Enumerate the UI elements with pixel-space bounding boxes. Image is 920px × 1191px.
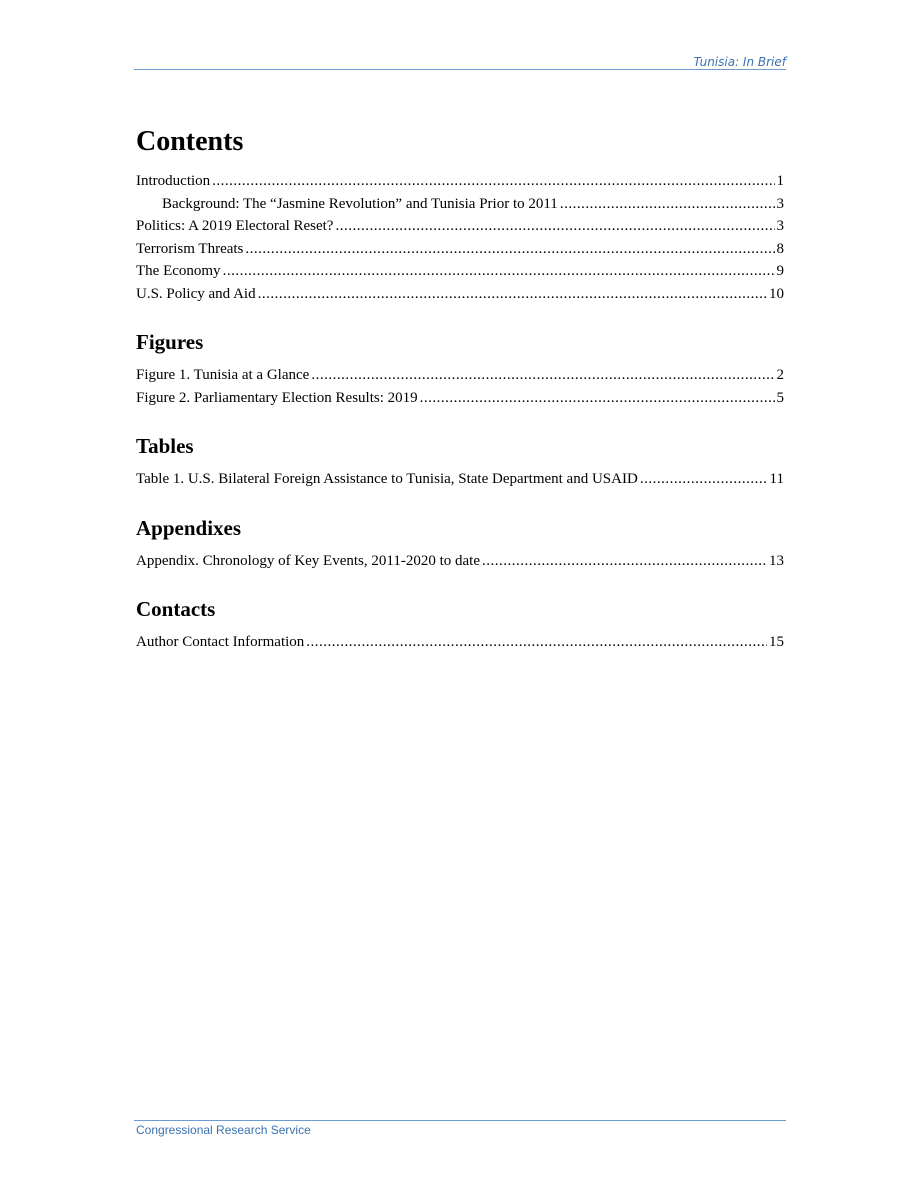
toc-entry-figure-2[interactable] [136, 387, 784, 410]
toc-entry-page: 15 [769, 634, 784, 650]
figures-section [136, 329, 784, 409]
toc-entry-label: The Economy [136, 263, 221, 279]
running-header-title: Tunisia: In Brief [693, 55, 786, 69]
toc-entry-label: Politics: A 2019 Electoral Reset? [136, 218, 334, 234]
contents-heading: Contents [136, 126, 244, 157]
dot-leader [640, 468, 768, 491]
toc-entry-page: 3 [776, 195, 784, 212]
toc-entry-page: 2 [776, 367, 784, 383]
toc-entry-label: Terrorism Threats [136, 240, 244, 257]
tables-heading: Tables [136, 434, 194, 458]
toc-entry-politics[interactable] [136, 215, 784, 238]
toc-entry-introduction[interactable] [136, 170, 784, 193]
toc-entry-label: Background: The “Jasmine Revolution” and Tunisia Prior to 2011 [162, 195, 558, 212]
dot-leader [560, 193, 775, 216]
contents-section [136, 126, 784, 305]
toc-entry-table-1[interactable] [136, 468, 784, 491]
toc-entry-background[interactable] [136, 193, 784, 216]
toc-entry-us-policy[interactable] [136, 283, 784, 306]
dot-leader [258, 283, 767, 306]
toc-entry-author-contact[interactable] [136, 631, 784, 654]
dot-leader [335, 215, 774, 238]
toc-entry-label: U.S. Policy and Aid [136, 285, 256, 302]
toc-entry-page: 3 [776, 218, 784, 234]
toc-entry-page: 9 [776, 263, 784, 279]
footer-organization: Congressional Research Service [136, 1123, 311, 1137]
toc-entry-page: 10 [769, 285, 784, 302]
toc-entry-page: 5 [776, 389, 784, 406]
appendixes-heading: Appendixes [136, 515, 242, 540]
dot-leader [212, 170, 774, 193]
appendixes-section [136, 515, 784, 573]
table-of-contents [136, 126, 784, 678]
toc-entry-label: Appendix. Chronology of Key Events, 2011-2020 to date [136, 552, 480, 569]
toc-entry-page: 1 [776, 173, 784, 189]
toc-entry-label: Figure 2. Parliamentary Election Results: 2019 [136, 389, 418, 406]
toc-entry-page: 11 [769, 471, 784, 487]
toc-entry-label: Table 1. U.S. Bilateral Foreign Assistance to Tunisia, State Department and USAID [136, 471, 638, 487]
toc-entry-label: Introduction [136, 173, 211, 189]
contacts-section [136, 596, 784, 654]
toc-entry-economy[interactable] [136, 260, 784, 283]
toc-entry-page: 13 [769, 552, 784, 569]
toc-entry-terrorism[interactable] [136, 238, 784, 261]
dot-leader [245, 238, 774, 261]
dot-leader [223, 260, 775, 283]
dot-leader [482, 550, 767, 573]
toc-entry-label: Author Contact Information [136, 634, 305, 650]
footer-rule [134, 1120, 786, 1121]
tables-section [136, 433, 784, 491]
toc-entry-label: Figure 1. Tunisia at a Glance [136, 367, 310, 383]
dot-leader [311, 364, 774, 387]
toc-entry-appendix[interactable] [136, 550, 784, 573]
header-rule [134, 69, 786, 70]
toc-entry-figure-1[interactable] [136, 364, 784, 387]
contacts-heading: Contacts [136, 597, 216, 621]
dot-leader [306, 631, 767, 654]
figures-heading: Figures [136, 330, 204, 354]
dot-leader [420, 387, 775, 410]
toc-entry-page: 8 [776, 240, 784, 257]
